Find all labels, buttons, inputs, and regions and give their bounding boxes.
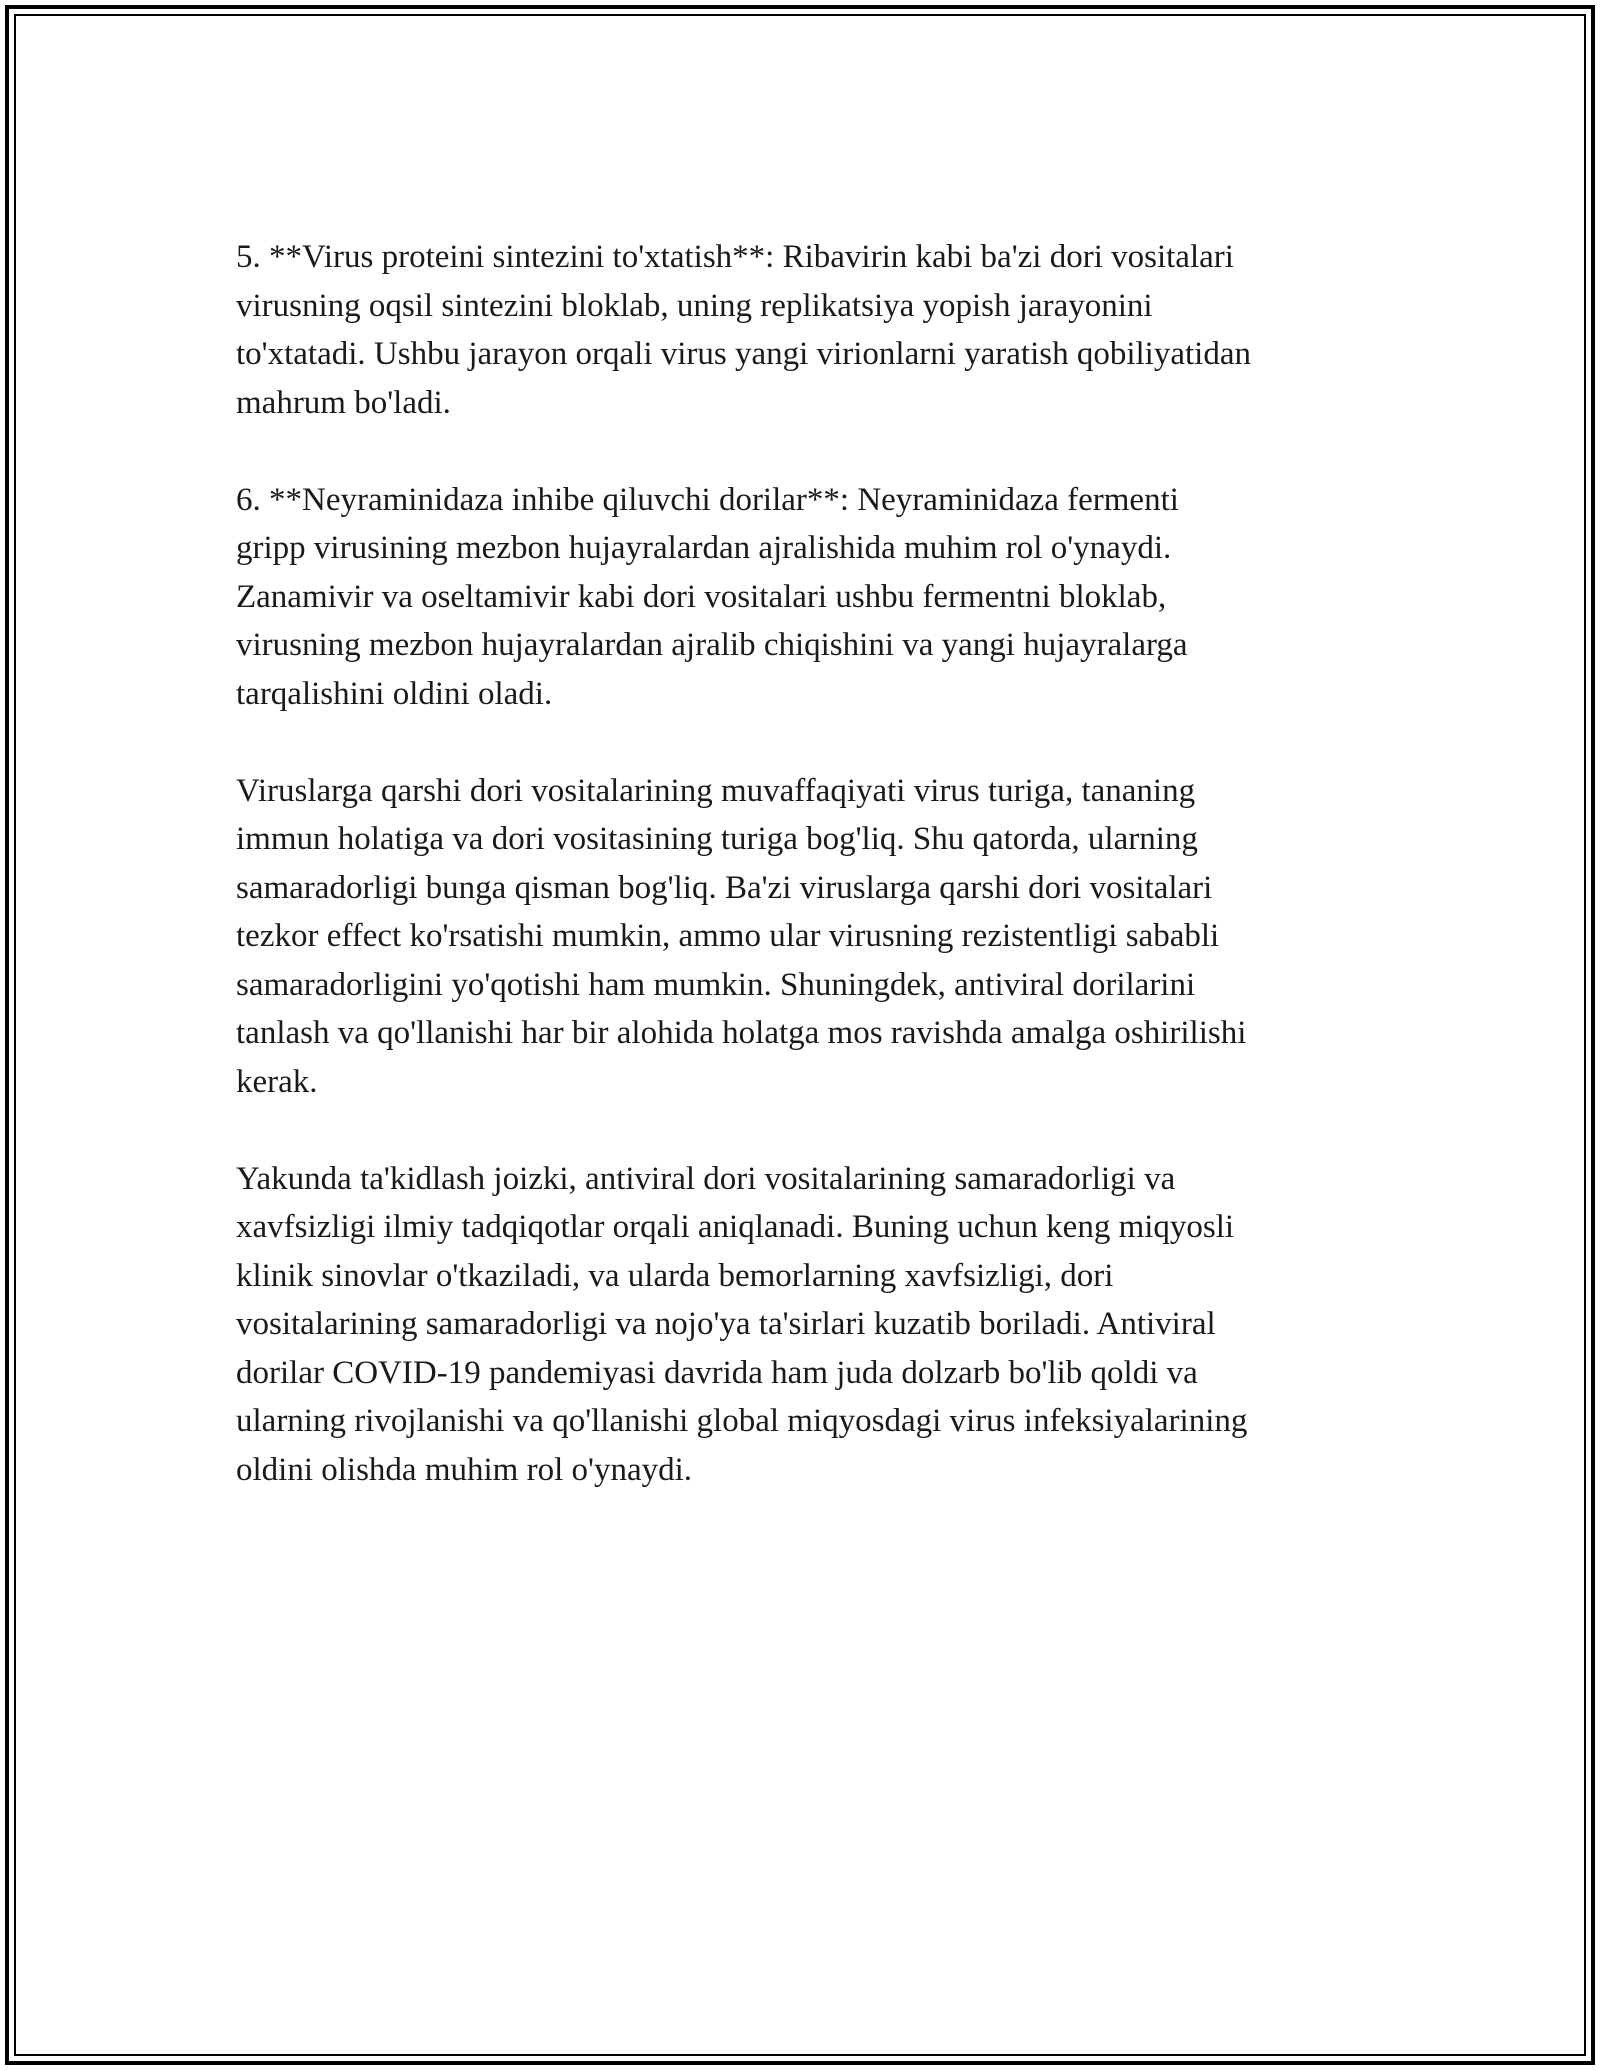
document-body — [236, 233, 1386, 1494]
paragraph-conclusion: Yakunda ta'kidlash joizki, antiviral dori vositalarining samaradorligi va xavfsizligi ilmiy tadqiqotlar orqali aniqlanadi. Buning uchun keng miqyosli klinik sinovlar o'tkaziladi, va ularda bemorlarning xavfsizligi, dori vositalarining samaradorligi va nojo'ya ta'sirlari kuzatib boriladi. Antiviral dorilar COVID-19 pandemiyasi davrida ham juda dolzarb bo'lib qoldi va ularning rivojlanishi va qo'llanishi global miqyosdagi virus infeksiyalarining oldini olishda muhim rol o'ynaydi. — [236, 1160, 1248, 1488]
paragraph-antiviral-effectiveness: Viruslarga qarshi dori vositalarining muvaffaqiyati virus turiga, tananing immun holatiga va dori vositasining turiga bog'liq. Shu qatorda, ularning samaradorligi bunga qisman bog'liq. Ba'zi viruslarga qarshi dori vositalari tezkor effect ko'rsatishi mumkin, ammo ular virusning rezistentligi sababli samaradorligini yo'qotishi ham mumkin. Shuningdek, antiviral dorilarini tanlash va qo'llanishi har bir alohida holatga mos ravishda amalga oshirilishi kerak. — [236, 772, 1247, 1100]
paragraph-neuraminidase-inhibitors: 6. **Neyraminidaza inhibe qiluvchi dorilar**: Neyraminidaza fermenti gripp virusining mezbon hujayralardan ajralishida muhim rol o'ynaydi. Zanamivir va oseltamivir kabi dori vositalari ushbu fermentni bloklab, virusning mezbon hujayralardan ajralib chiqishini va yangi hujayralarga tarqalishini oldini oladi. — [236, 481, 1188, 712]
paragraph-virus-protein-synthesis: 5. **Virus proteini sintezini to'xtatish**: Ribavirin kabi ba'zi dori vositalari virusning oqsil sintezini bloklab, uning replikatsiya yopish jarayonini to'xtatadi. Ushbu jarayon orqali virus yangi virionlarni yaratish qobiliyatidan mahrum bo'ladi. — [236, 239, 1251, 421]
